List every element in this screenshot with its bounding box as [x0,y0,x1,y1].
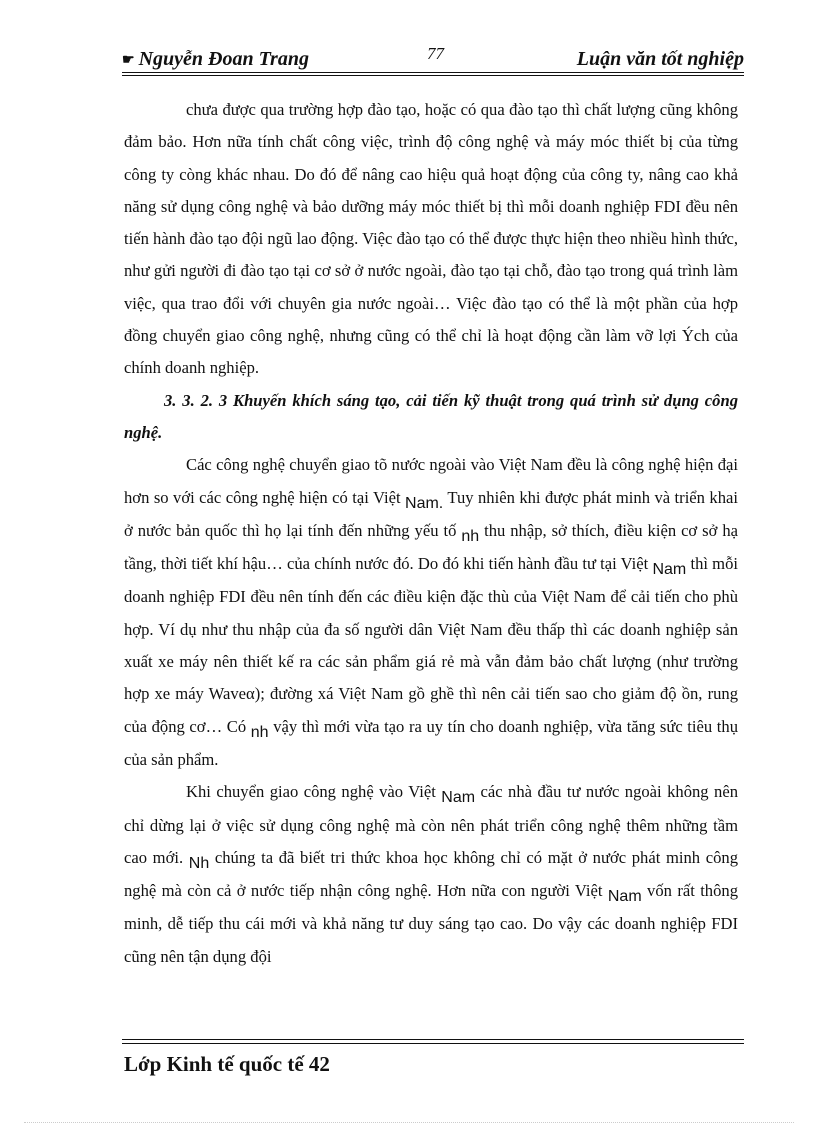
paragraph-2-part-c: thu nhập, sở thích, điều kiện cơ sở hạ tầng, thời tiết khí hậu… của chính nước đó. Do đó khi tiến hành đầu tư tại Việt [124,520,738,574]
paragraph-2-nh-2: nh [250,723,269,741]
paragraph-2 [124,449,738,776]
footer-rule [122,1039,744,1040]
paragraph-3-nam-2: Nam [607,888,642,906]
paragraph-2-nam-1: Nam. [405,494,444,512]
paragraph-2-part-b: Tuy nhiên khi được phát minh và triển khai ở nước bản quốc thì họ lại tính đến những yếu tố [124,487,738,540]
paragraph-2-part-d: thì mỗi doanh nghiệp FDI đều nên tính đến các điều kiện đặc thù của Việt Nam để cải tiến cho phù hợp. Ví dụ như thu nhập của đa số người dân Việt Nam đều thấp thì các doanh nghiệp sản xuất xe máy nên thiết kế ra các sản phẩm giá rẻ mà vẫn đảm bảo chất lượng (như trường hợp xe máy Waveα); đường xá Việt Nam gồ ghề thì nên cải tiến sao cho giảm độ ồn, rung của động cơ… Có [124,554,738,736]
paragraph-1-text: chưa được qua trường hợp đào tạo, hoặc có qua đào tạo thì chất lượng cũng không đảm bảo. Hơn nữa tính chất công việc, trình độ công nghệ và máy móc thiết bị của từng công ty còng khác nhau. Do đó để nâng cao hiệu quả hoạt động của công ty, nâng cao khả năng sử dụng công nghệ và bảo dưỡng máy móc thiết bị thì mỗi doanh nghiệp FDI đều nên tiến hành đào tạo đội ngũ lao động. Việc đào tạo có thể được thực hiện theo nhiều hình thức, như gửi người đi đào tạo tại cơ sở ở nước ngoài, đào tạo tại chỗ, đào tạo trong quá trình làm việc, qua trao đổi với chuyên gia nước ngoài… Việc đào tạo có thể là một phần của hợp đồng chuyển giao công nghệ, nhưng cũng có thể chỉ là hoạt động cần làm vỡ lợi Ých của chính doanh nghiệp. [124,100,738,378]
paragraph-3-nam-1: Nam [441,789,476,807]
footer-class-name: Lớp Kinh tế quốc tế 42 [124,1052,330,1076]
paragraph-2-nh-1: nh [461,527,480,545]
page-body [124,94,738,973]
pointing-hand-icon: ☛ [122,53,135,68]
paragraph-3 [124,776,738,973]
header-author [122,48,309,71]
paragraph-3-nh-1: Nh [188,854,210,872]
page-header [122,44,744,74]
header-page-number: 77 [427,44,444,63]
header-author-text: Nguyễn Đoan Trang [138,48,309,70]
footer-rule-thin [122,1043,744,1044]
paragraph-3-part-b: các nhà đầu tư nước ngoài không nên chỉ dừng lại ở việc sử dụng công nghệ mà còn nên phát triển công nghệ thêm những tầm cao mới. [124,782,738,867]
paragraph-continued [124,94,738,385]
header-doc-type: Luận văn tốt nghiệp [576,48,744,70]
paragraph-3-part-a: Khi chuyển giao công nghệ vào Việt [186,782,436,802]
section-heading: 3. 3. 2. 3 Khuyến khích sáng tạo, cải tiến kỹ thuật trong quá trình sử dụng công nghệ. [124,390,738,442]
paragraph-2-nam-2: Nam [652,561,687,579]
paragraph-3-part-d: vốn rất thông minh, dễ tiếp thu cái mới và khả năng tư duy sáng tạo cao. Do vậy các doanh nghiệp FDI cũng nên tận dụng đội [124,881,738,966]
paragraph-3-part-c: chúng ta đã biết tri thức khoa học không chỉ có mặt ở nước phát minh công nghệ mà còn cả ở nước tiếp nhận công nghệ. Hơn nữa con người Việt [124,847,738,901]
header-rule-thin [122,75,744,76]
paragraph-2-part-e: vậy thì mới vừa tạo ra uy tín cho doanh nghiệp, vừa tăng sức tiêu thụ của sản phẩm. [124,716,739,769]
paragraph-2-part-a: Các công nghệ chuyển giao tõ nước ngoài vào Việt Nam đều là công nghệ hiện đại hơn so với các công nghệ hiện có tại Việt [124,455,738,507]
header-rule [122,72,744,73]
